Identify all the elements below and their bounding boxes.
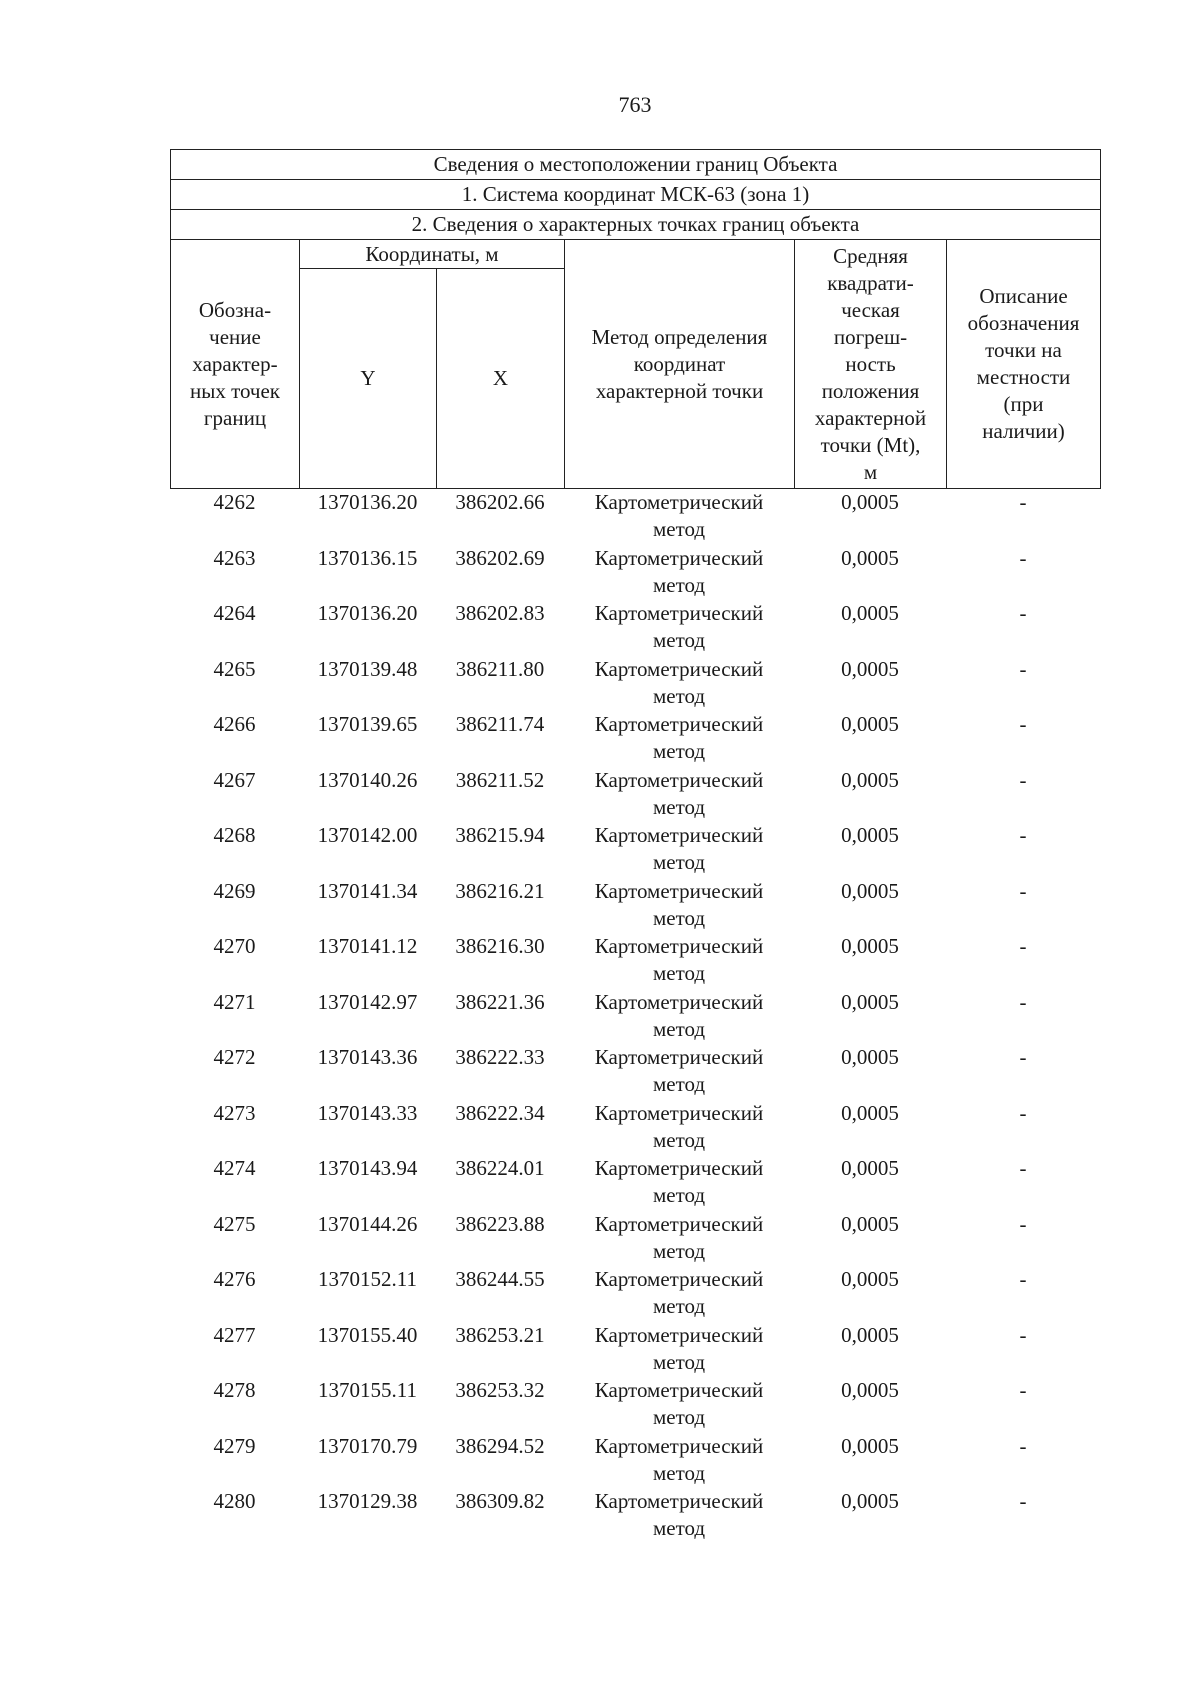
method-cell: Картометрический метод [594,934,764,985]
point-id-cell: 4270 [213,934,256,958]
table-row [170,989,1100,1045]
y-coordinate-cell: 1370143.36 [317,1045,418,1069]
x-coordinate-cell: 386202.83 [455,601,545,625]
method-cell: Картометрический метод [594,1433,764,1485]
y-coordinate-cell: 1370136.15 [317,545,418,570]
table-row [170,545,1100,601]
y-coordinate-cell: 1370155.40 [317,1322,418,1347]
column-header-y: Y [300,269,437,489]
column-header-method: Метод определения координат характерной точки [565,240,795,489]
description-cell: - [1019,1100,1027,1125]
error-cell: 0,0005 [841,823,899,847]
error-cell: 0,0005 [841,1378,899,1402]
error-cell: 0,0005 [841,1211,899,1236]
x-coordinate-cell: 386211.52 [455,767,545,792]
point-id-cell: 4274 [213,1156,256,1180]
column-header-error: Средняя квадрати- ческая погреш- ность положения характерной точки (Mt), м [795,240,947,489]
x-coordinate-cell: 386211.74 [455,712,545,736]
description-cell: - [1019,878,1027,903]
y-coordinate-cell: 1370141.12 [317,934,418,958]
table-row [170,1100,1100,1156]
point-id-cell: 4275 [213,1211,256,1236]
method-cell: Картометрический метод [594,1156,764,1207]
point-id-cell: 4279 [213,1433,256,1458]
column-header-designation: Обозна- чение характер- ных точек границ [171,240,300,489]
method-cell: Картометрический метод [594,545,764,597]
error-cell: 0,0005 [841,934,899,958]
method-cell: Картометрический метод [594,1045,764,1096]
page-number: 763 [618,92,652,117]
x-coordinate-cell: 386222.33 [455,1045,545,1069]
table-row [170,878,1100,934]
description-cell: - [1019,490,1027,514]
y-coordinate-cell: 1370144.26 [317,1211,418,1236]
y-coordinate-cell: 1370139.48 [317,656,418,681]
point-id-cell: 4265 [213,656,256,681]
description-cell: - [1019,656,1027,681]
x-coordinate-cell: 386211.80 [455,656,545,681]
y-coordinate-cell: 1370155.11 [318,1378,417,1402]
y-coordinate-cell: 1370143.33 [317,1100,418,1125]
error-cell: 0,0005 [841,1433,899,1458]
method-cell: Картометрический метод [594,1378,764,1429]
description-cell: - [1019,823,1027,847]
y-coordinate-cell: 1370170.79 [317,1433,418,1458]
x-coordinate-cell: 386216.30 [455,934,545,958]
description-cell: - [1019,1267,1027,1291]
table-row [170,656,1100,712]
table-row [170,1266,1100,1322]
table-row [170,822,1100,878]
method-cell: Картометрический метод [594,1267,764,1318]
description-cell: - [1019,1156,1027,1180]
description-cell: - [1019,1378,1027,1402]
description-cell: - [1019,601,1027,625]
method-cell: Картометрический метод [594,1322,764,1374]
error-cell: 0,0005 [841,1100,899,1125]
point-id-cell: 4277 [213,1322,256,1347]
x-coordinate-cell: 386202.69 [455,545,545,570]
table-row [170,1433,1100,1489]
method-cell: Картометрический метод [594,767,764,819]
table-row [170,1155,1100,1211]
table-row [170,489,1100,545]
description-cell: - [1019,1211,1027,1236]
point-id-cell: 4280 [213,1489,256,1513]
error-cell: 0,0005 [841,656,899,681]
y-coordinate-cell: 1370143.94 [317,1156,418,1180]
point-id-cell: 4266 [213,712,256,736]
method-cell: Картометрический метод [594,989,764,1041]
point-id-cell: 4268 [213,823,256,847]
column-header-x: X [437,269,565,489]
error-cell: 0,0005 [841,1156,899,1180]
column-header-description: Описание обозначения точки на местности (при наличии) [947,240,1101,489]
point-id-cell: 4271 [213,989,256,1014]
point-id-cell: 4264 [213,601,256,625]
y-coordinate-cell: 1370139.65 [317,712,418,736]
point-id-cell: 4276 [213,1267,256,1291]
x-coordinate-cell: 386224.01 [455,1156,545,1180]
description-cell: - [1019,545,1027,570]
y-coordinate-cell: 1370141.34 [317,878,418,903]
x-coordinate-cell: 386221.36 [455,989,545,1014]
y-coordinate-cell: 1370142.97 [317,989,418,1014]
method-cell: Картометрический метод [594,1489,764,1540]
description-cell: - [1019,1489,1027,1513]
x-coordinate-cell: 386253.21 [455,1322,545,1347]
error-cell: 0,0005 [841,712,899,736]
y-coordinate-cell: 1370142.00 [317,823,418,847]
description-cell: - [1019,989,1027,1014]
table-row [170,767,1100,823]
table-row [170,1211,1100,1267]
error-cell: 0,0005 [841,1489,899,1513]
banner-points-info: 2. Сведения о характерных точках границ объекта [171,210,1101,240]
header-table [170,149,1101,489]
method-cell: Картометрический метод [594,823,764,874]
description-cell: - [1019,1433,1027,1458]
error-cell: 0,0005 [841,878,899,903]
x-coordinate-cell: 386223.88 [455,1211,545,1236]
description-cell: - [1019,1322,1027,1347]
method-cell: Картометрический метод [594,601,764,652]
x-coordinate-cell: 386309.82 [455,1489,545,1513]
error-cell: 0,0005 [841,1267,899,1291]
description-cell: - [1019,712,1027,736]
x-coordinate-cell: 386222.34 [455,1100,545,1125]
method-cell: Картометрический метод [594,1100,764,1152]
description-cell: - [1019,934,1027,958]
point-id-cell: 4269 [213,878,256,903]
error-cell: 0,0005 [841,1045,899,1069]
description-cell: - [1019,767,1027,792]
x-coordinate-cell: 386244.55 [455,1267,545,1291]
table-row [170,933,1100,989]
y-coordinate-cell: 1370129.38 [317,1489,418,1513]
document-sheet [170,149,1100,1544]
y-coordinate-cell: 1370136.20 [317,601,418,625]
point-id-cell: 4278 [213,1378,256,1402]
method-cell: Картометрический метод [594,878,764,930]
y-coordinate-cell: 1370140.26 [317,767,418,792]
points-table [170,489,1100,1544]
point-id-cell: 4272 [213,1045,256,1069]
banner-title: Сведения о местоположении границ Объекта [171,150,1101,180]
x-coordinate-cell: 386202.66 [455,490,545,514]
error-cell: 0,0005 [841,490,899,514]
y-coordinate-cell: 1370152.11 [318,1267,417,1291]
point-id-cell: 4262 [213,490,256,514]
x-coordinate-cell: 386294.52 [455,1433,545,1458]
point-id-cell: 4273 [213,1100,256,1125]
error-cell: 0,0005 [841,989,899,1014]
table-row [170,600,1100,656]
column-header-coordinates: Координаты, м [300,240,565,269]
table-row [170,711,1100,767]
table-row [170,1488,1100,1544]
table-row [170,1377,1100,1433]
description-cell: - [1019,1045,1027,1069]
x-coordinate-cell: 386216.21 [455,878,545,903]
banner-coordinate-system: 1. Система координат МСК-63 (зона 1) [171,180,1101,210]
error-cell: 0,0005 [841,545,899,570]
error-cell: 0,0005 [841,767,899,792]
point-id-cell: 4263 [213,545,256,570]
table-row [170,1322,1100,1378]
y-coordinate-cell: 1370136.20 [317,490,418,514]
point-id-cell: 4267 [213,767,256,792]
method-cell: Картометрический метод [594,712,764,763]
method-cell: Картометрический метод [594,656,764,708]
error-cell: 0,0005 [841,1322,899,1347]
table-row [170,1044,1100,1100]
method-cell: Картометрический метод [594,490,764,541]
error-cell: 0,0005 [841,601,899,625]
x-coordinate-cell: 386215.94 [455,823,545,847]
x-coordinate-cell: 386253.32 [455,1378,545,1402]
method-cell: Картометрический метод [594,1211,764,1263]
